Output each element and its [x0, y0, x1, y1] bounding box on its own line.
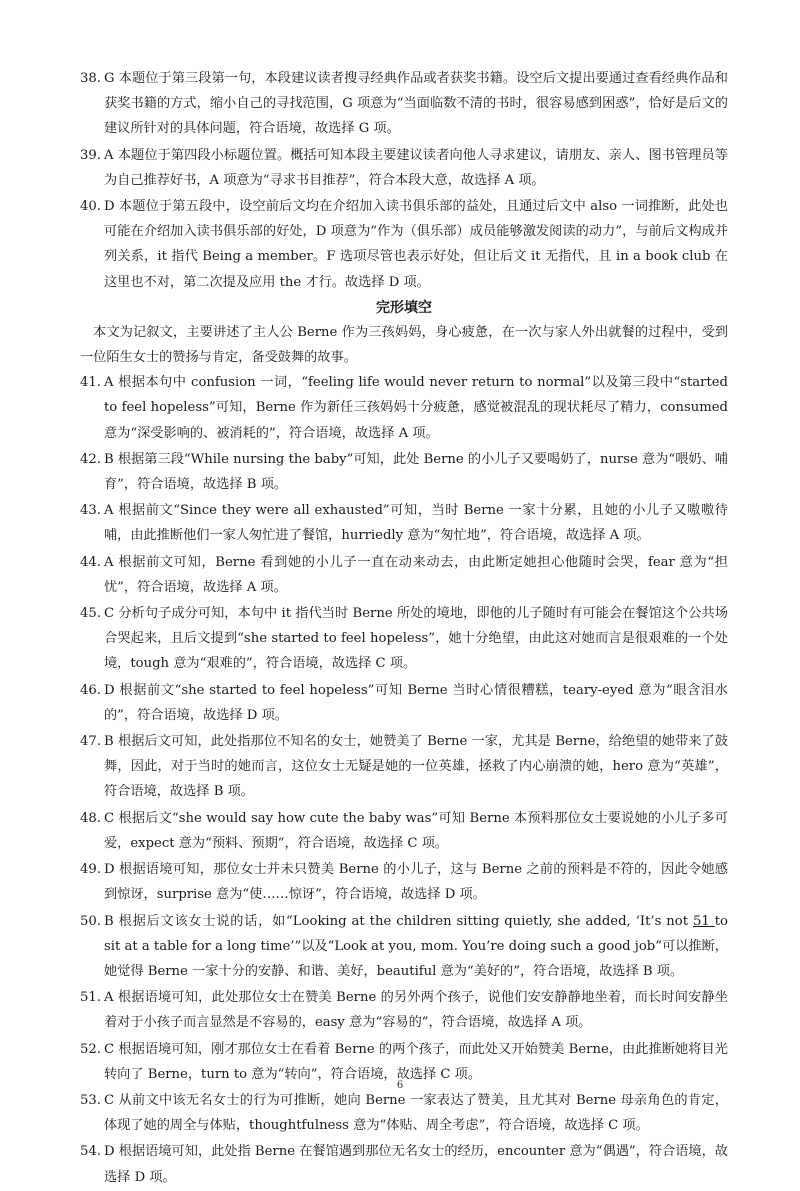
answer-text-before: B 根据后文该女士说的话，如“Looking at the children sitting quietly, she added, ‘It’s not — [104, 913, 693, 929]
answer-text-after: to sit at a table for a long time’”以及“Look at you, mom. You’re doing such a good job”可以推断，她觉得 Berne 一家十分的安静、和谐、美好，beautiful 意为“美好的”，符合语境，故选择 B 项。 — [104, 913, 728, 979]
answer-item-43: 43. A 根据前文“Since they were all exhausted”可知，当时 Berne 一家十分累，且她的小儿子又嗷嗷待哺，由此推断他们一家人匆忙进了餐馆，hurriedly 意为“匆忙地”，符合语境，故选择 A 项。 — [80, 503, 728, 544]
answer-text: G 本题位于第三段第一句，本段建议读者搜寻经典作品或者获奖书籍。设空后文提出要通过查看经典作品和获奖书籍的方式，缩小自己的寻找范围，G 项意为“当面临数不清的书时，很容易感到困惑”，恰好是后文的建议所针对的具体问题，符合语境，故选择 G 项。 — [104, 71, 728, 137]
answer-item-40: 40. D 本题位于第五段中，设空前后文均在介绍加入读书俱乐部的益处，且通过后文中 also 一词推断，此处也可能在介绍加入读书俱乐部的好处，D 项意为“作为（俱乐部）成员能够激发阅读的动力”，与前后文构成并列关系，it 指代 Being a member。F 选项尽管也表示好处，但让后文 it 无指代，且 in a book club 在这里也不对，第二次提及应用 the 才行。故选择 D 项。 — [80, 199, 728, 290]
answer-text: C 根据后文“she would say how cute the baby was”可知 Berne 本预料那位女士要说她的小儿子多可爱，expect 意为“预料、预期”，符合语境，故选择 C 项。 — [104, 810, 728, 851]
answer-item-51: 51. A 根据语境可知，此处那位女士在赞美 Berne 的另外两个孩子，说他们安安静静地坐着，而长时间安静坐着对于小孩子而言显然是不容易的，easy 意为“容易的”，符合语境，故选择 A 项。 — [80, 990, 728, 1031]
answer-text: D 根据语境可知，此处指 Berne 在餐馆遇到那位无名女士的经历，encounter 意为“偶遇”，符合语境，故选择 D 项。 — [104, 1144, 728, 1185]
answer-item-48: 48. C 根据后文“she would say how cute the baby was”可知 Berne 本预料那位女士要说她的小儿子多可爱，expect 意为“预料、预期”，符合语境，故选择 C 项。 — [80, 810, 728, 851]
answer-text: D 根据语境可知，那位女士并未只赞美 Berne 的小儿子，这与 Berne 之前的预料是不符的，因此令她感到惊讶，surprise 意为“使……惊讶”，符合语境，故选择 D 项。 — [104, 862, 728, 903]
blank-51: 51 — [693, 913, 715, 929]
answer-text: A 根据本句中 confusion 一词，“feeling life would never return to normal”以及第三段中“started to feel hopeless”可知，Berne 作为新任三孩妈妈十分疲惫，感觉被混乱的现状耗尽了精力，consumed 意为“深受影响的、被消耗的”，符合语境，故选择 A 项。 — [104, 375, 728, 441]
section-title: 完形填空 — [376, 299, 432, 316]
answer-item-47: 47. B 根据后文可知，此处指那位不知名的女士，她赞美了 Berne 一家，尤其是 Berne，给绝望的她带来了鼓舞，因此，对于当时的她而言，这位女士无疑是她的一位英雄，拯救了内心崩溃的她，hero 意为“英雄”，符合语境，故选择 B 项。 — [80, 734, 728, 800]
answer-item-39: 39. A 本题位于第四段小标题位置。概括可知本段主要建议读者向他人寻求建议，请朋友、亲人、图书管理员等为自己推荐好书，A 项意为“寻求书目推荐”，符合本段大意，故选择 A 项。 — [80, 147, 728, 188]
page-number: 6 — [396, 1080, 404, 1091]
answer-text: C 根据语境可知，刚才那位女士在看着 Berne 的两个孩子，而此处又开始赞美 Berne，由此推断她将目光转向了 Berne，turn to 意为“转向”，符合语境，故选择 C 项。 — [104, 1041, 728, 1082]
answer-item-52: 52. C 根据语境可知，刚才那位女士在看着 Berne 的两个孩子，而此处又开始赞美 Berne，由此推断她将目光转向了 Berne，turn to 意为“转向”，符合语境，故选择 C 项。 — [80, 1041, 728, 1082]
answer-text: A 根据前文可知，Berne 看到她的小儿子一直在动来动去，由此断定她担心他随时会哭，fear 意为“担忧”，符合语境，故选择 A 项。 — [104, 554, 728, 595]
passage-intro: 本文为记叙文，主要讲述了主人公 Berne 作为三孩妈妈，身心疲惫，在一次与家人外出就餐的过程中，受到一位陌生女士的赞扬与肯定，备受鼓舞的故事。 — [80, 324, 728, 366]
answer-item-46: 46. D 根据前文“she started to feel hopeless”可知 Berne 当时心情很糟糕，teary-eyed 意为“眼含泪水的”，符合语境，故选择 D 项。 — [80, 682, 728, 723]
answer-content — [80, 66, 728, 1191]
answer-item-42: 42. B 根据第三段“While nursing the baby”可知，此处 Berne 的小儿子又要喝奶了，nurse 意为“喂奶、哺育”，符合语境，故选择 B 项。 — [80, 451, 728, 493]
answer-item-38: 38. G 本题位于第三段第一句，本段建议读者搜寻经典作品或者获奖书籍。设空后文提出要通过查看经典作品和获奖书籍的方式，缩小自己的寻找范围，G 项意为“当面临数不清的书时，很容易感到困惑”，恰好是后文的建议所针对的具体问题，符合语境，故选择 G 项。 — [80, 71, 728, 137]
answer-text: A 本题位于第四段小标题位置。概括可知本段主要建议读者向他人寻求建议，请朋友、亲人、图书管理员等为自己推荐好书，A 项意为“寻求书目推荐”，符合本段大意，故选择 A 项。 — [104, 147, 728, 188]
answer-item-53: 53. C 从前文中该无名女士的行为可推断，她向 Berne 一家表达了赞美，且尤其对 Berne 母亲角色的肯定，体现了她的周全与体贴，thoughtfulness 意为“体贴、周全考虑”，符合语境，故选择 C 项。 — [80, 1092, 728, 1134]
answer-item-49: 49. D 根据语境可知，那位女士并未只赞美 Berne 的小儿子，这与 Berne 之前的预料是不符的，因此令她感到惊讶，surprise 意为“使……惊讶”，符合语境，故选择 D 项。 — [80, 862, 728, 903]
answer-text: D 根据前文“she started to feel hopeless”可知 Berne 当时心情很糟糕，teary-eyed 意为“眼含泪水的”，符合语境，故选择 D 项。 — [104, 682, 728, 723]
answer-text: B 根据后文可知，此处指那位不知名的女士，她赞美了 Berne 一家，尤其是 Berne，给绝望的她带来了鼓舞，因此，对于当时的她而言，这位女士无疑是她的一位英雄，拯救了内心崩溃的她，hero 意为“英雄”，符合语境，故选择 B 项。 — [104, 734, 728, 800]
answer-item-54: 54. D 根据语境可知，此处指 Berne 在餐馆遇到那位无名女士的经历，encounter 意为“偶遇”，符合语境，故选择 D 项。 — [80, 1144, 728, 1185]
answer-item-44: 44. A 根据前文可知，Berne 看到她的小儿子一直在动来动去，由此断定她担心他随时会哭，fear 意为“担忧”，符合语境，故选择 A 项。 — [80, 554, 728, 595]
answer-item-50: 50. B 根据后文该女士说的话，如“Looking at the children sitting quietly, she added, ‘It’s not 51 to sit at a table for a long time’”以及“Look at you, mom. You’re doing such a good job”可以推断，她觉得 Berne 一家十分的安静、和谐、美好，beautiful 意为“美好的”，符合语境，故选择 B 项。 — [80, 913, 728, 979]
answer-text: D 本题位于第五段中，设空前后文均在介绍加入读书俱乐部的益处，且通过后文中 also 一词推断，此处也可能在介绍加入读书俱乐部的好处，D 项意为“作为（俱乐部）成员能够激发阅读的动力”，与前后文构成并列关系，it 指代 Being a member。F 选项尽管也表示好处，但让后文 it 无指代，且 in a book club 在这里也不对，第二次提及应用 the 才行。故选择 D 项。 — [104, 199, 728, 290]
answer-text: C 从前文中该无名女士的行为可推断，她向 Berne 一家表达了赞美，且尤其对 Berne 母亲角色的肯定，体现了她的周全与体贴，thoughtfulness 意为“体贴、周全考虑”，符合语境，故选择 C 项。 — [104, 1092, 728, 1134]
answer-text: C 分析句子成分可知，本句中 it 指代当时 Berne 所处的境地，即他的儿子随时有可能会在餐馆这个公共场合哭起来，且后文提到“she started to feel hopeless”，她十分绝望，由此这对她而言是很艰难的一个处境，tough 意为“艰难的”，符合语境，故选择 C 项。 — [104, 606, 728, 672]
answer-item-45: 45. C 分析句子成分可知，本句中 it 指代当时 Berne 所处的境地，即他的儿子随时有可能会在餐馆这个公共场合哭起来，且后文提到“she started to feel hopeless”，她十分绝望，由此这对她而言是很艰难的一个处境，tough 意为“艰难的”，符合语境，故选择 C 项。 — [80, 606, 728, 672]
answer-text: A 根据前文“Since they were all exhausted”可知，当时 Berne 一家十分累，且她的小儿子又嗷嗷待哺，由此推断他们一家人匆忙进了餐馆，hurriedly 意为“匆忙地”，符合语境，故选择 A 项。 — [104, 503, 728, 544]
answer-text: A 根据语境可知，此处那位女士在赞美 Berne 的另外两个孩子，说他们安安静静地坐着，而长时间安静坐着对于小孩子而言显然是不容易的，easy 意为“容易的”，符合语境，故选择 A 项。 — [104, 990, 728, 1031]
answer-text: B 根据第三段“While nursing the baby”可知，此处 Berne 的小儿子又要喝奶了，nurse 意为“喂奶、哺育”，符合语境，故选择 B 项。 — [104, 451, 728, 493]
answer-item-41: 41. A 根据本句中 confusion 一词，“feeling life would never return to normal”以及第三段中“started to feel hopeless”可知，Berne 作为新任三孩妈妈十分疲惫，感觉被混乱的现状耗尽了精力，consumed 意为“深受影响的、被消耗的”，符合语境，故选择 A 项。 — [80, 375, 728, 441]
